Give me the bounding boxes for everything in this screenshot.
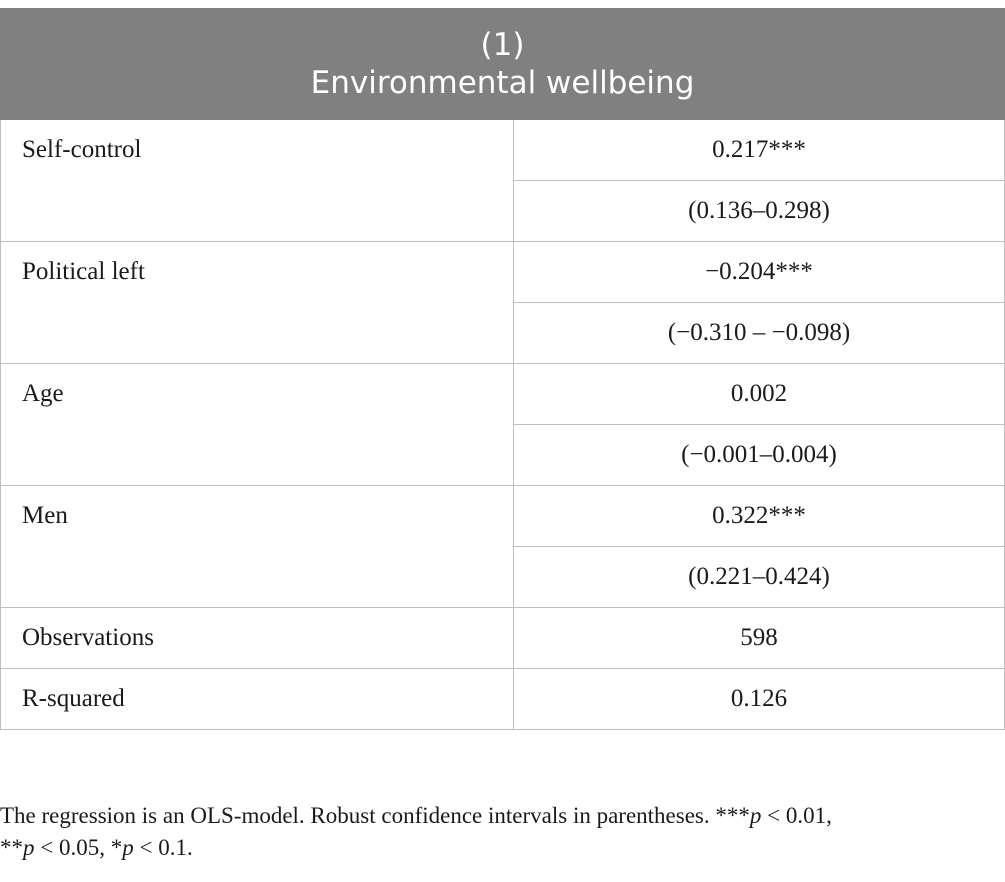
footnote-sig1-threshold: < 0.01, [761, 803, 832, 828]
ci-men: (0.221–0.424) [514, 547, 1005, 608]
regression-table-container [0, 8, 1004, 730]
table-header-row [1, 9, 1005, 120]
footnote-sig3-threshold: < 0.1. [133, 835, 193, 860]
footnote-sig2-stars: ** [0, 835, 23, 860]
row-label-political-left: Political left [1, 242, 514, 364]
ci-self-control: (0.136–0.298) [514, 181, 1005, 242]
coef-political-left: −0.204*** [514, 242, 1005, 303]
coef-self-control: 0.217*** [514, 120, 1005, 181]
row-label-self-control: Self-control [1, 120, 514, 242]
coef-age: 0.002 [514, 364, 1005, 425]
table-row [1, 669, 1005, 730]
value-observations: 598 [514, 608, 1005, 669]
regression-table [0, 8, 1005, 730]
table-row [1, 608, 1005, 669]
footnote-sig3-p: p [122, 835, 134, 860]
header-dependent-variable: Environmental wellbeing [310, 65, 695, 101]
table-row [1, 120, 1005, 181]
value-r-squared: 0.126 [514, 669, 1005, 730]
table-row [1, 486, 1005, 547]
row-label-r-squared: R-squared [1, 669, 514, 730]
coef-men: 0.322*** [514, 486, 1005, 547]
footnote-sig1-stars: *** [715, 803, 750, 828]
row-label-age: Age [1, 364, 514, 486]
row-label-men: Men [1, 486, 514, 608]
footnote-sig1-p: p [749, 803, 762, 828]
ci-age: (−0.001–0.004) [514, 425, 1005, 486]
footnote-sig3-stars: * [110, 835, 123, 860]
ci-political-left: (−0.310 – −0.098) [514, 303, 1005, 364]
footnote-sig2-threshold: < 0.05, [34, 835, 111, 860]
table-row [1, 364, 1005, 425]
table-row [1, 242, 1005, 303]
footnote-sig2-p: p [23, 835, 35, 860]
table-footnote [0, 800, 1000, 864]
footnote-text: The regression is an OLS-model. Robust confidence intervals in parentheses. [0, 803, 710, 828]
header-model-number: (1) [480, 27, 525, 63]
row-label-observations: Observations [1, 608, 514, 669]
table-header [1, 9, 1005, 120]
